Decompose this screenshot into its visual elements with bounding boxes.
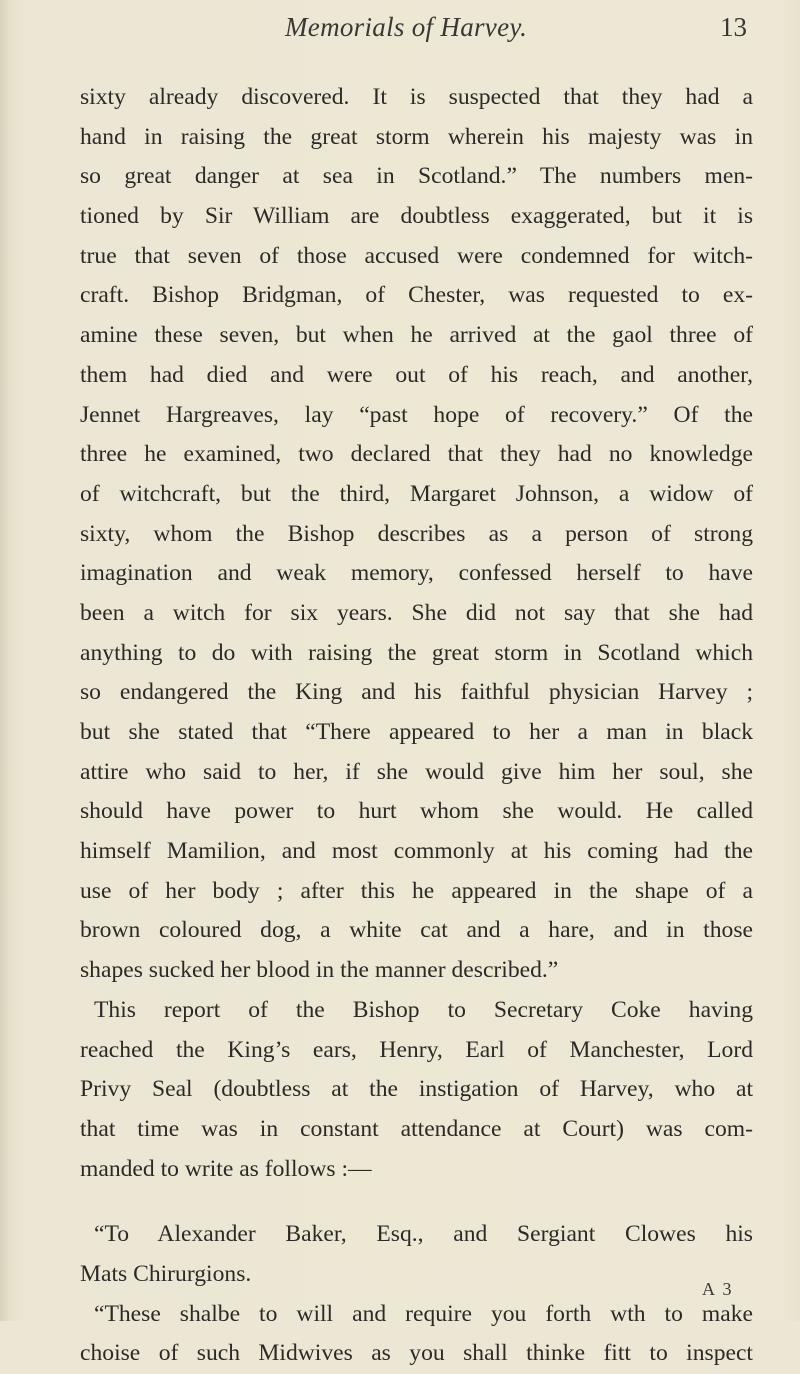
text-line: three he examined, two declared that they had no knowledge (80, 441, 753, 468)
text-line: Jennet Hargreaves, lay “past hope of recovery.” Of the (80, 401, 753, 428)
text-line: attire who said to her, if she would give him her soul, she (80, 758, 753, 785)
text-line: that time was in constant attendance at Court) was com- (80, 1115, 753, 1142)
text-line: Mats Chirurgions. (80, 1260, 252, 1287)
text-line: so endangered the King and his faithful physician Harvey ; (80, 679, 753, 706)
paragraph-gap (80, 1189, 753, 1215)
signature-mark: A 3 (702, 1279, 734, 1299)
text-line: “These shalbe to will and require you forth wth to make (94, 1300, 753, 1327)
text-line: them had died and were out of his reach, and another, (80, 361, 753, 388)
text-line: sixty already discovered. It is suspected that they had a (80, 84, 753, 110)
text-line: sixty, whom the Bishop describes as a person of strong (80, 520, 753, 547)
text-line: manded to write as follows :— (80, 1155, 372, 1182)
text-line: should have power to hurt whom she would. He called (80, 798, 753, 825)
text-line: brown coloured dog, a white cat and a hare, and in those (80, 917, 753, 944)
text-line: himself Mamilion, and most commonly at his coming had the (80, 838, 753, 865)
text-line: amine these seven, but when he arrived at the gaol three of (80, 322, 753, 349)
text-line: imagination and weak memory, confessed herself to have (80, 560, 753, 587)
text-line: Privy Seal (doubtless at the instigation of Harvey, who at (80, 1076, 753, 1103)
text-line: use of her body ; after this he appeared in the shape of a (80, 877, 753, 904)
text-line: anything to do with raising the great storm in Scotland which (80, 639, 753, 666)
text-line: This report of the Bishop to Secretary Coke having (94, 996, 753, 1023)
text-line: tioned by Sir William are doubtless exaggerated, but it is (80, 203, 753, 230)
body-text (80, 78, 753, 1374)
text-line: reached the King’s ears, Henry, Earl of Manchester, Lord (80, 1036, 753, 1063)
running-title: Memorials of Harvey. (285, 12, 528, 42)
text-line: choise of such Midwives as you shall thinke fitt to inspect (80, 1340, 753, 1367)
text-line: so great danger at sea in Scotland.” The numbers men- (80, 163, 753, 190)
text-line: craft. Bishop Bridgman, of Chester, was requested to ex- (80, 282, 753, 309)
text-line: true that seven of those accused were condemned for witch- (80, 242, 753, 269)
page-number: 13 (720, 12, 747, 42)
text-line: of witchcraft, but the third, Margaret Johnson, a widow of (80, 480, 753, 507)
running-head (0, 12, 800, 52)
text-line: shapes sucked her blood in the manner described.” (80, 957, 559, 984)
text-line: “To Alexander Baker, Esq., and Sergiant Clowes his (94, 1221, 753, 1248)
text-line: but she stated that “There appeared to her a man in black (80, 719, 753, 745)
text-line: hand in raising the great storm wherein his majesty was in (80, 123, 753, 150)
text-line: been a witch for six years. She did not say that she had (80, 599, 753, 626)
